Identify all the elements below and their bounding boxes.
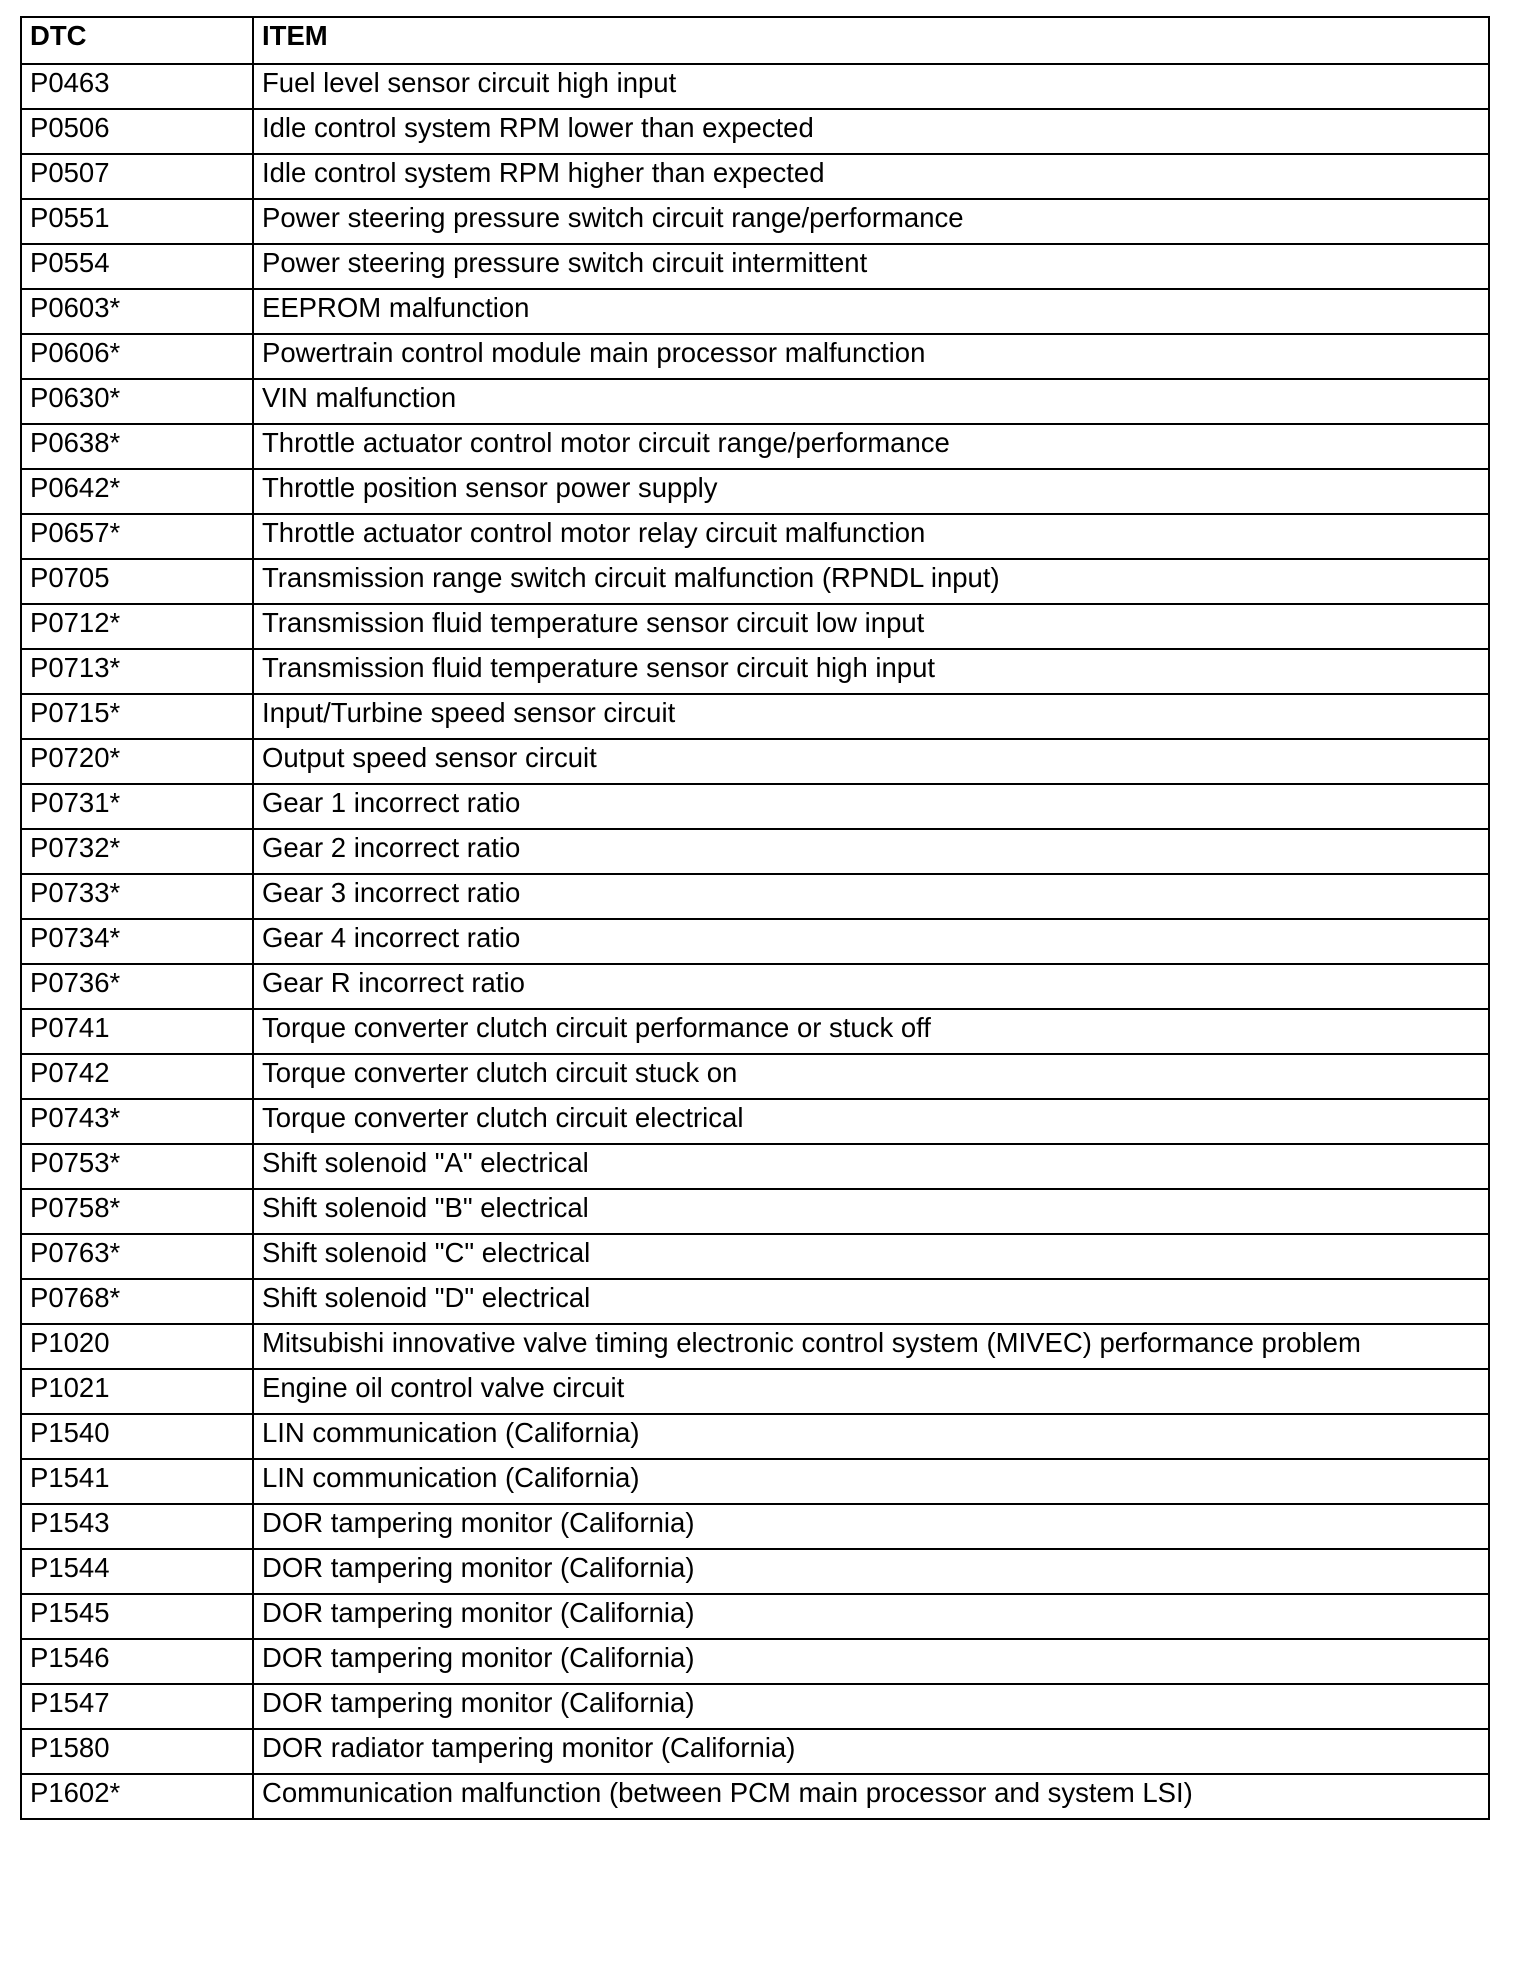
dtc-code-cell: P0506 — [21, 109, 253, 154]
dtc-item-cell: DOR tampering monitor (California) — [253, 1504, 1489, 1549]
table-row — [21, 154, 1489, 199]
dtc-item-cell: Gear 3 incorrect ratio — [253, 874, 1489, 919]
table-row — [21, 1189, 1489, 1234]
table-row — [21, 964, 1489, 1009]
table-row — [21, 1414, 1489, 1459]
table-row — [21, 1009, 1489, 1054]
dtc-item-cell: Transmission fluid temperature sensor circuit high input — [253, 649, 1489, 694]
table-row — [21, 649, 1489, 694]
table-row — [21, 244, 1489, 289]
dtc-code-cell: P1021 — [21, 1369, 253, 1414]
dtc-item-cell: Shift solenoid "A" electrical — [253, 1144, 1489, 1189]
column-header-dtc: DTC — [21, 17, 253, 64]
column-header-item: ITEM — [253, 17, 1489, 64]
dtc-code-cell: P1020 — [21, 1324, 253, 1369]
dtc-code-cell: P0463 — [21, 64, 253, 109]
dtc-code-cell: P0642* — [21, 469, 253, 514]
dtc-item-cell: DOR tampering monitor (California) — [253, 1594, 1489, 1639]
table-row — [21, 829, 1489, 874]
dtc-item-cell: Torque converter clutch circuit electrical — [253, 1099, 1489, 1144]
dtc-code-cell: P1546 — [21, 1639, 253, 1684]
dtc-item-cell: EEPROM malfunction — [253, 289, 1489, 334]
dtc-code-cell: P1541 — [21, 1459, 253, 1504]
dtc-code-cell: P0741 — [21, 1009, 253, 1054]
table-header-row — [21, 17, 1489, 64]
dtc-code-cell: P0603* — [21, 289, 253, 334]
table-row — [21, 1144, 1489, 1189]
table-row — [21, 1099, 1489, 1144]
table-row — [21, 1639, 1489, 1684]
dtc-item-cell: Throttle position sensor power supply — [253, 469, 1489, 514]
dtc-item-cell: Engine oil control valve circuit — [253, 1369, 1489, 1414]
table-row — [21, 1054, 1489, 1099]
dtc-item-cell: Communication malfunction (between PCM main processor and system LSI) — [253, 1774, 1489, 1819]
dtc-code-cell: P0753* — [21, 1144, 253, 1189]
dtc-code-cell: P0715* — [21, 694, 253, 739]
dtc-code-cell: P0713* — [21, 649, 253, 694]
dtc-code-cell: P0732* — [21, 829, 253, 874]
table-row — [21, 1504, 1489, 1549]
table-row — [21, 1279, 1489, 1324]
dtc-code-cell: P0657* — [21, 514, 253, 559]
table-row — [21, 424, 1489, 469]
dtc-item-cell: Torque converter clutch circuit performance or stuck off — [253, 1009, 1489, 1054]
dtc-item-cell: DOR radiator tampering monitor (California) — [253, 1729, 1489, 1774]
dtc-item-cell: Gear 4 incorrect ratio — [253, 919, 1489, 964]
dtc-item-cell: Shift solenoid "D" electrical — [253, 1279, 1489, 1324]
table-row — [21, 604, 1489, 649]
dtc-code-cell: P0551 — [21, 199, 253, 244]
dtc-code-cell: P0743* — [21, 1099, 253, 1144]
dtc-code-cell: P1543 — [21, 1504, 253, 1549]
table-row — [21, 109, 1489, 154]
table-row — [21, 469, 1489, 514]
dtc-code-cell: P0736* — [21, 964, 253, 1009]
table-row — [21, 919, 1489, 964]
dtc-item-cell: Torque converter clutch circuit stuck on — [253, 1054, 1489, 1099]
table-row — [21, 1459, 1489, 1504]
dtc-code-cell: P1580 — [21, 1729, 253, 1774]
dtc-item-cell: DOR tampering monitor (California) — [253, 1549, 1489, 1594]
table-row — [21, 1324, 1489, 1369]
table-row — [21, 64, 1489, 109]
table-row — [21, 514, 1489, 559]
dtc-item-cell: Transmission range switch circuit malfunction (RPNDL input) — [253, 559, 1489, 604]
dtc-code-cell: P0554 — [21, 244, 253, 289]
dtc-item-cell: Fuel level sensor circuit high input — [253, 64, 1489, 109]
dtc-item-cell: LIN communication (California) — [253, 1414, 1489, 1459]
dtc-code-cell: P1544 — [21, 1549, 253, 1594]
dtc-code-cell: P0705 — [21, 559, 253, 604]
dtc-code-cell: P0638* — [21, 424, 253, 469]
table-row — [21, 1594, 1489, 1639]
dtc-code-cell: P0720* — [21, 739, 253, 784]
dtc-item-cell: DOR tampering monitor (California) — [253, 1639, 1489, 1684]
dtc-item-cell: Idle control system RPM higher than expected — [253, 154, 1489, 199]
dtc-item-cell: VIN malfunction — [253, 379, 1489, 424]
dtc-code-cell: P1602* — [21, 1774, 253, 1819]
table-row — [21, 694, 1489, 739]
table-row — [21, 1234, 1489, 1279]
dtc-code-cell: P1545 — [21, 1594, 253, 1639]
table-row — [21, 784, 1489, 829]
dtc-item-cell: Power steering pressure switch circuit range/performance — [253, 199, 1489, 244]
dtc-code-cell: P0734* — [21, 919, 253, 964]
table-row — [21, 874, 1489, 919]
table-row — [21, 1774, 1489, 1819]
dtc-code-cell: P0630* — [21, 379, 253, 424]
table-row — [21, 1684, 1489, 1729]
dtc-code-cell: P1540 — [21, 1414, 253, 1459]
dtc-code-cell: P0768* — [21, 1279, 253, 1324]
dtc-table — [20, 16, 1490, 1820]
dtc-code-cell: P0758* — [21, 1189, 253, 1234]
table-row — [21, 334, 1489, 379]
dtc-item-cell: Power steering pressure switch circuit intermittent — [253, 244, 1489, 289]
dtc-code-cell: P0712* — [21, 604, 253, 649]
dtc-code-cell: P1547 — [21, 1684, 253, 1729]
dtc-code-cell: P0731* — [21, 784, 253, 829]
dtc-item-cell: Shift solenoid "C" electrical — [253, 1234, 1489, 1279]
dtc-item-cell: Transmission fluid temperature sensor circuit low input — [253, 604, 1489, 649]
dtc-code-cell: P0742 — [21, 1054, 253, 1099]
table-row — [21, 199, 1489, 244]
dtc-item-cell: Gear 1 incorrect ratio — [253, 784, 1489, 829]
dtc-code-cell: P0733* — [21, 874, 253, 919]
dtc-item-cell: Idle control system RPM lower than expected — [253, 109, 1489, 154]
table-row — [21, 1549, 1489, 1594]
dtc-item-cell: Output speed sensor circuit — [253, 739, 1489, 784]
dtc-item-cell: Input/Turbine speed sensor circuit — [253, 694, 1489, 739]
dtc-item-cell: LIN communication (California) — [253, 1459, 1489, 1504]
dtc-item-cell: Powertrain control module main processor malfunction — [253, 334, 1489, 379]
dtc-item-cell: Mitsubishi innovative valve timing electronic control system (MIVEC) performance problem — [253, 1324, 1489, 1369]
table-row — [21, 1369, 1489, 1414]
table-row — [21, 559, 1489, 604]
table-body — [21, 64, 1489, 1819]
table-row — [21, 1729, 1489, 1774]
table-row — [21, 739, 1489, 784]
dtc-item-cell: Gear 2 incorrect ratio — [253, 829, 1489, 874]
dtc-item-cell: Shift solenoid "B" electrical — [253, 1189, 1489, 1234]
dtc-item-cell: DOR tampering monitor (California) — [253, 1684, 1489, 1729]
dtc-item-cell: Gear R incorrect ratio — [253, 964, 1489, 1009]
dtc-code-cell: P0507 — [21, 154, 253, 199]
dtc-code-cell: P0763* — [21, 1234, 253, 1279]
table-row — [21, 289, 1489, 334]
dtc-item-cell: Throttle actuator control motor circuit range/performance — [253, 424, 1489, 469]
dtc-code-cell: P0606* — [21, 334, 253, 379]
dtc-item-cell: Throttle actuator control motor relay circuit malfunction — [253, 514, 1489, 559]
table-row — [21, 379, 1489, 424]
